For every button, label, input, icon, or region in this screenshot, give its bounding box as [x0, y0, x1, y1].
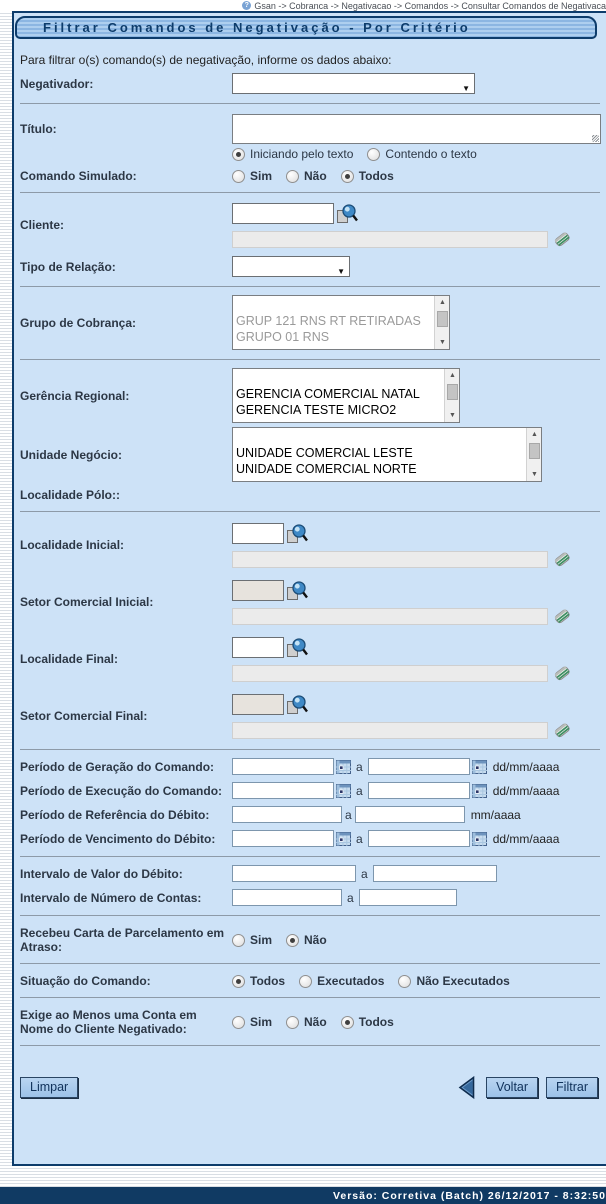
vencimento-date-start-input[interactable] — [232, 830, 334, 847]
breadcrumb-bar — [0, 0, 606, 11]
setor-final-input — [232, 694, 284, 715]
back-arrow-icon[interactable] — [457, 1076, 477, 1099]
execucao-date-start-input[interactable] — [232, 782, 334, 799]
range-separator: a — [356, 831, 363, 846]
radio-simulado-todos[interactable] — [341, 170, 354, 183]
scroll-up-icon[interactable]: ▲ — [439, 299, 446, 306]
divider — [20, 511, 600, 512]
grupo-cobranca-label: Grupo de Cobrança: — [20, 315, 137, 330]
scroll-down-icon[interactable]: ▼ — [439, 339, 446, 346]
chevron-down-icon: ▼ — [337, 267, 345, 276]
search-icon[interactable] — [286, 637, 308, 658]
date-format-hint: dd/mm/aaaa — [492, 759, 560, 774]
calendar-icon[interactable] — [336, 832, 351, 846]
divider — [20, 286, 600, 287]
recebeu-carta-label: Recebeu Carta de Parcelamento em Atraso: — [20, 926, 225, 954]
calendar-icon[interactable] — [472, 832, 487, 846]
range-separator: a — [345, 807, 352, 822]
valor-debito-min-input[interactable] — [232, 865, 356, 882]
setor-inicial-input — [232, 580, 284, 601]
eraser-icon[interactable] — [552, 549, 572, 569]
valor-debito-max-input[interactable] — [373, 865, 497, 882]
search-icon[interactable] — [336, 203, 358, 224]
divider — [20, 359, 600, 360]
scroll-thumb[interactable] — [437, 311, 448, 327]
cliente-label: Cliente: — [20, 218, 65, 232]
referencia-end-input[interactable] — [355, 806, 465, 823]
eraser-icon[interactable] — [552, 229, 572, 249]
search-icon[interactable] — [286, 694, 308, 715]
calendar-icon[interactable] — [336, 760, 351, 774]
search-icon[interactable] — [286, 523, 308, 544]
negativador-label: Negativador: — [20, 76, 94, 91]
radio-simulado-nao[interactable] — [286, 170, 299, 183]
divider — [20, 1045, 600, 1046]
gerencia-regional-multiselect[interactable] — [232, 368, 460, 423]
radio-label-todos[interactable]: Todos — [250, 974, 286, 988]
divider — [20, 749, 600, 750]
scroll-thumb[interactable] — [529, 443, 540, 459]
grupo-cobranca-multiselect[interactable] — [232, 295, 450, 350]
filter-form-panel — [12, 13, 606, 1166]
eraser-icon[interactable] — [552, 720, 572, 740]
numero-contas-min-input[interactable] — [232, 889, 342, 906]
setor-inicial-name-field — [232, 608, 548, 625]
localidade-final-label: Localidade Final: — [20, 652, 119, 666]
calendar-icon[interactable] — [336, 784, 351, 798]
scrollbar[interactable] — [434, 296, 449, 349]
range-separator: a — [361, 866, 368, 881]
scrollbar[interactable] — [444, 369, 459, 422]
resize-grip-icon[interactable] — [592, 135, 599, 142]
radio-exige-nao[interactable] — [286, 1016, 299, 1029]
periodo-geracao-label: Período de Geração do Comando: — [20, 759, 215, 774]
radio-label-nao-executados[interactable]: Não Executados — [416, 974, 510, 988]
intervalo-contas-label: Intervalo de Número de Contas: — [20, 890, 202, 905]
divider — [20, 856, 600, 857]
vencimento-date-end-input[interactable] — [368, 830, 470, 847]
divider — [20, 192, 600, 193]
radio-label-sim[interactable]: Sim — [250, 1015, 273, 1029]
voltar-button[interactable]: Voltar — [486, 1077, 538, 1098]
range-separator: a — [356, 759, 363, 774]
comando-simulado-label: Comando Simulado: — [20, 169, 137, 183]
scroll-up-icon[interactable]: ▲ — [449, 372, 456, 379]
geracao-date-start-input[interactable] — [232, 758, 334, 775]
radio-contendo-o-texto[interactable] — [367, 148, 380, 161]
radio-label-contendo[interactable]: Contendo o texto — [385, 147, 477, 161]
date-format-hint: dd/mm/aaaa — [492, 831, 560, 846]
option-gerencia-natal[interactable]: GERENCIA COMERCIAL NATAL — [236, 386, 420, 401]
radio-carta-sim[interactable] — [232, 934, 245, 947]
scroll-down-icon[interactable]: ▼ — [449, 412, 456, 419]
radio-label-sim[interactable]: Sim — [250, 933, 273, 947]
calendar-icon[interactable] — [472, 760, 487, 774]
breadcrumb: Gsan -> Cobranca -> Negativacao -> Comandos -> Consultar Comandos de Negativaca — [254, 0, 606, 11]
option-unidade-leste[interactable]: UNIDADE COMERCIAL LESTE — [236, 445, 413, 460]
help-icon[interactable]: ? — [242, 1, 251, 10]
exige-conta-label: Exige ao Menos uma Conta em Nome do Cliente Negativado: — [20, 1008, 197, 1036]
radio-label-nao[interactable]: Não — [304, 1015, 327, 1029]
range-separator: a — [356, 783, 363, 798]
negativador-select[interactable] — [232, 73, 475, 94]
localidade-final-input[interactable] — [232, 637, 284, 658]
search-icon[interactable] — [286, 580, 308, 601]
option-grupo-01[interactable]: GRUPO 01 RNS — [236, 330, 330, 344]
radio-exige-todos[interactable] — [341, 1016, 354, 1029]
divider — [20, 915, 600, 916]
date-format-hint: dd/mm/aaaa — [492, 783, 560, 798]
intro-text: Para filtrar o(s) comando(s) de negativação, informe os dados abaixo: — [20, 53, 392, 67]
radio-label-executados[interactable]: Executados — [317, 974, 385, 988]
calendar-icon[interactable] — [472, 784, 487, 798]
option-gerencia-micro2[interactable]: GERENCIA TESTE MICRO2 — [236, 403, 397, 417]
setor-final-name-field — [232, 722, 548, 739]
cliente-name-field — [232, 231, 548, 248]
intervalo-valor-label: Intervalo de Valor do Débito: — [20, 866, 183, 881]
radio-carta-nao[interactable] — [286, 934, 299, 947]
setor-inicial-label: Setor Comercial Inicial: — [20, 595, 154, 609]
radio-label-todos[interactable]: Todos — [358, 169, 394, 183]
localidade-final-name-field — [232, 665, 548, 682]
range-separator: a — [347, 890, 354, 905]
periodo-referencia-label: Período de Referência do Débito: — [20, 807, 210, 822]
localidade-inicial-label: Localidade Inicial: — [20, 538, 125, 552]
tipo-relacao-select[interactable] — [232, 256, 350, 277]
option-unidade-norte[interactable]: UNIDADE COMERCIAL NORTE — [236, 462, 417, 476]
divider — [20, 103, 600, 104]
scrollbar[interactable] — [526, 428, 541, 481]
filtrar-button[interactable]: Filtrar — [546, 1077, 598, 1098]
divider — [20, 963, 600, 964]
option-grup-121[interactable]: GRUP 121 RNS RT RETIRADAS — [236, 313, 421, 328]
setor-final-label: Setor Comercial Final: — [20, 709, 148, 723]
divider — [20, 997, 600, 998]
radio-label-iniciando[interactable]: Iniciando pelo texto — [250, 147, 354, 161]
titulo-label: Título: — [20, 122, 57, 136]
chevron-down-icon: ▼ — [462, 84, 470, 93]
limpar-button[interactable]: Limpar — [20, 1077, 78, 1098]
radio-label-nao[interactable]: Não — [304, 933, 327, 947]
localidade-polo-label: Localidade Pólo:: — [20, 488, 121, 502]
radio-situacao-executados[interactable] — [299, 975, 312, 988]
page-title: Filtrar Comandos de Negativação - Por Critério — [15, 16, 597, 39]
version-text: Versão: Corretiva (Batch) 26/12/2017 - 8:32:50 — [332, 1189, 606, 1202]
radio-label-nao[interactable]: Não — [304, 169, 327, 183]
titulo-textarea[interactable] — [232, 114, 601, 144]
unidade-negocio-label: Unidade Negócio: — [20, 447, 123, 462]
eraser-icon[interactable] — [552, 663, 572, 683]
periodo-vencimento-label: Período de Vencimento do Débito: — [20, 831, 216, 846]
version-footer — [0, 1187, 606, 1204]
radio-situacao-todos[interactable] — [232, 975, 245, 988]
eraser-icon[interactable] — [552, 606, 572, 626]
unidade-negocio-multiselect[interactable] — [232, 427, 542, 482]
radio-situacao-nao-executados[interactable] — [398, 975, 411, 988]
execucao-date-end-input[interactable] — [368, 782, 470, 799]
periodo-execucao-label: Período de Execução do Comando: — [20, 783, 223, 798]
tipo-relacao-label: Tipo de Relação: — [20, 259, 116, 274]
scroll-up-icon[interactable]: ▲ — [531, 431, 538, 438]
radio-exige-sim[interactable] — [232, 1016, 245, 1029]
scroll-down-icon[interactable]: ▼ — [531, 471, 538, 478]
radio-label-sim[interactable]: Sim — [250, 169, 273, 183]
numero-contas-max-input[interactable] — [359, 889, 457, 906]
month-format-hint: mm/aaaa — [470, 807, 521, 822]
radio-label-todos[interactable]: Todos — [358, 1015, 394, 1029]
referencia-start-input[interactable] — [232, 806, 342, 823]
gerencia-regional-label: Gerência Regional: — [20, 388, 130, 403]
cliente-code-input[interactable] — [232, 203, 334, 224]
geracao-date-end-input[interactable] — [368, 758, 470, 775]
localidade-inicial-name-field — [232, 551, 548, 568]
scroll-thumb[interactable] — [447, 384, 458, 400]
situacao-comando-label: Situação do Comando: — [20, 974, 151, 988]
radio-iniciando-pelo-texto[interactable] — [232, 148, 245, 161]
localidade-inicial-input[interactable] — [232, 523, 284, 544]
radio-simulado-sim[interactable] — [232, 170, 245, 183]
